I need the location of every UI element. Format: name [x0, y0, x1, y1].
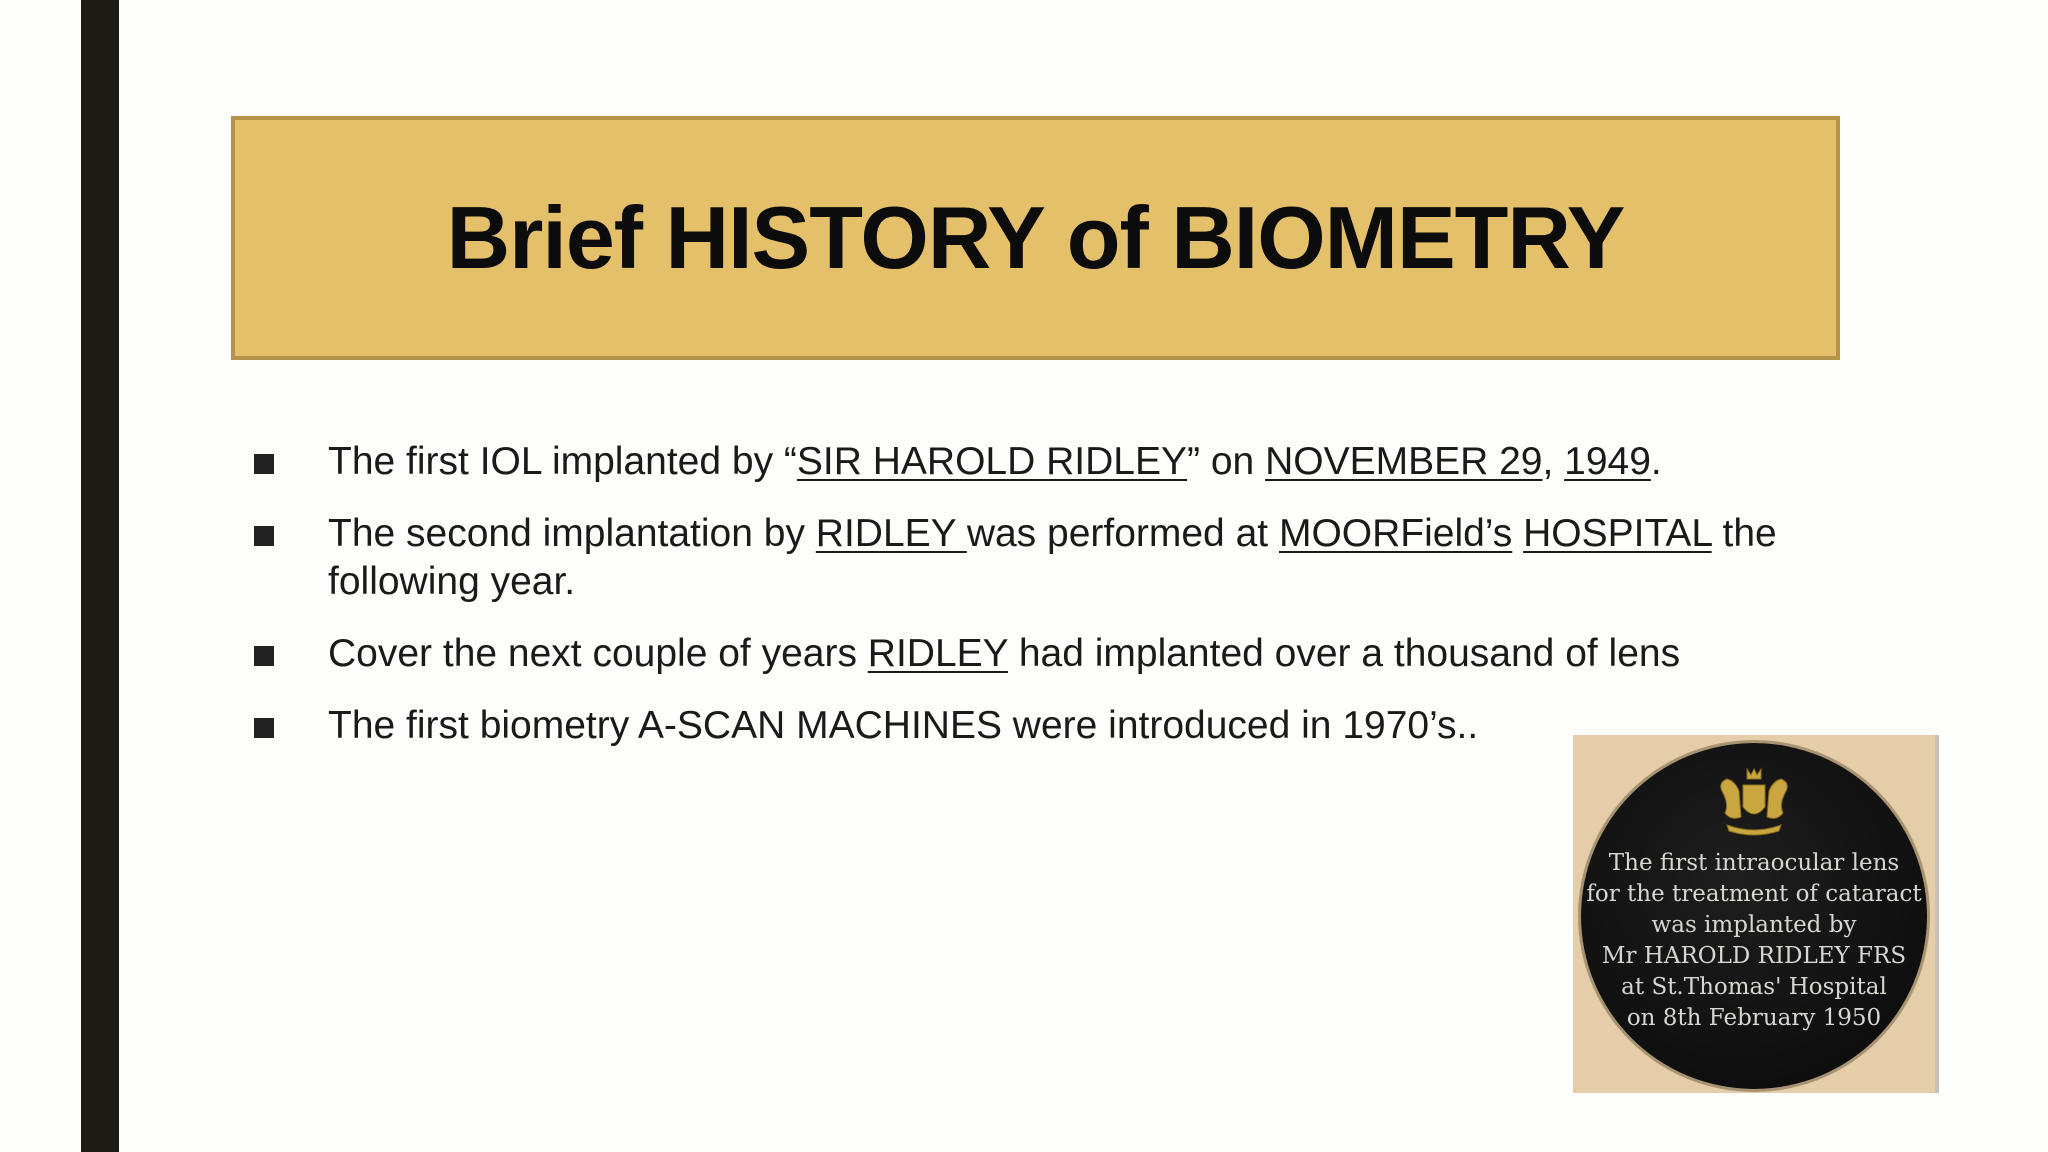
bullet-segment: had implanted over a thousand of lens — [1007, 632, 1681, 675]
plaque-line: on 8th February 1950 — [1626, 1005, 1882, 1031]
bullet-segment: was performed at — [966, 512, 1279, 555]
bullet-text — [328, 438, 1814, 486]
bullet-item — [254, 510, 1814, 606]
bullet-segment — [1512, 512, 1523, 555]
bullet-text — [328, 510, 1814, 606]
square-bullet-icon — [254, 526, 274, 546]
bullet-list — [254, 438, 1814, 774]
title-banner — [231, 116, 1840, 360]
bullet-underlined-date: NOVEMBER 29 — [1265, 440, 1543, 483]
plaque-line: at St.Thomas' Hospital — [1621, 974, 1887, 1000]
plaque-inscription — [1581, 848, 1927, 1034]
bullet-segment: . — [1650, 440, 1662, 483]
commemorative-plaque — [1581, 743, 1927, 1089]
ridley-plaque-photo — [1573, 735, 1939, 1093]
square-bullet-icon — [254, 454, 274, 474]
bullet-underlined-name: RIDLEY — [815, 512, 967, 555]
bullet-item — [254, 438, 1814, 486]
bullet-segment: , — [1542, 440, 1565, 483]
bullet-segment: the following year. — [328, 512, 1777, 603]
bullet-item — [254, 630, 1814, 678]
slide-left-accent-bar — [81, 0, 119, 1152]
square-bullet-icon — [254, 646, 274, 666]
plaque-line: Mr HAROLD RIDLEY FRS — [1601, 943, 1907, 969]
bullet-underlined-place: HOSPITAL — [1523, 512, 1712, 555]
plaque-line: was implanted by — [1651, 912, 1857, 938]
plaque-line: for the treatment of cataract — [1586, 881, 1922, 907]
bullet-segment: ” on — [1187, 440, 1266, 483]
bullet-segment: The first biometry A-SCAN MACHINES were introduced in 1970’s.. — [328, 704, 1479, 747]
bullet-underlined-name: RIDLEY — [867, 632, 1008, 675]
bullet-underlined-name: SIR HAROLD RIDLEY — [796, 440, 1188, 483]
bullet-underlined-place: MOORField’s — [1278, 512, 1513, 555]
bullet-segment: The first IOL implanted by “ — [328, 440, 797, 483]
plaque-line: The first intraocular lens — [1608, 850, 1900, 876]
square-bullet-icon — [254, 718, 274, 738]
bullet-segment: The second implantation by — [328, 512, 816, 555]
bullet-segment: Cover the next couple of years — [328, 632, 868, 675]
slide-title: Brief HISTORY of BIOMETRY — [446, 188, 1625, 287]
coat-of-arms-icon — [1709, 765, 1799, 843]
bullet-text — [328, 630, 1814, 678]
bullet-underlined-year: 1949 — [1564, 440, 1651, 483]
